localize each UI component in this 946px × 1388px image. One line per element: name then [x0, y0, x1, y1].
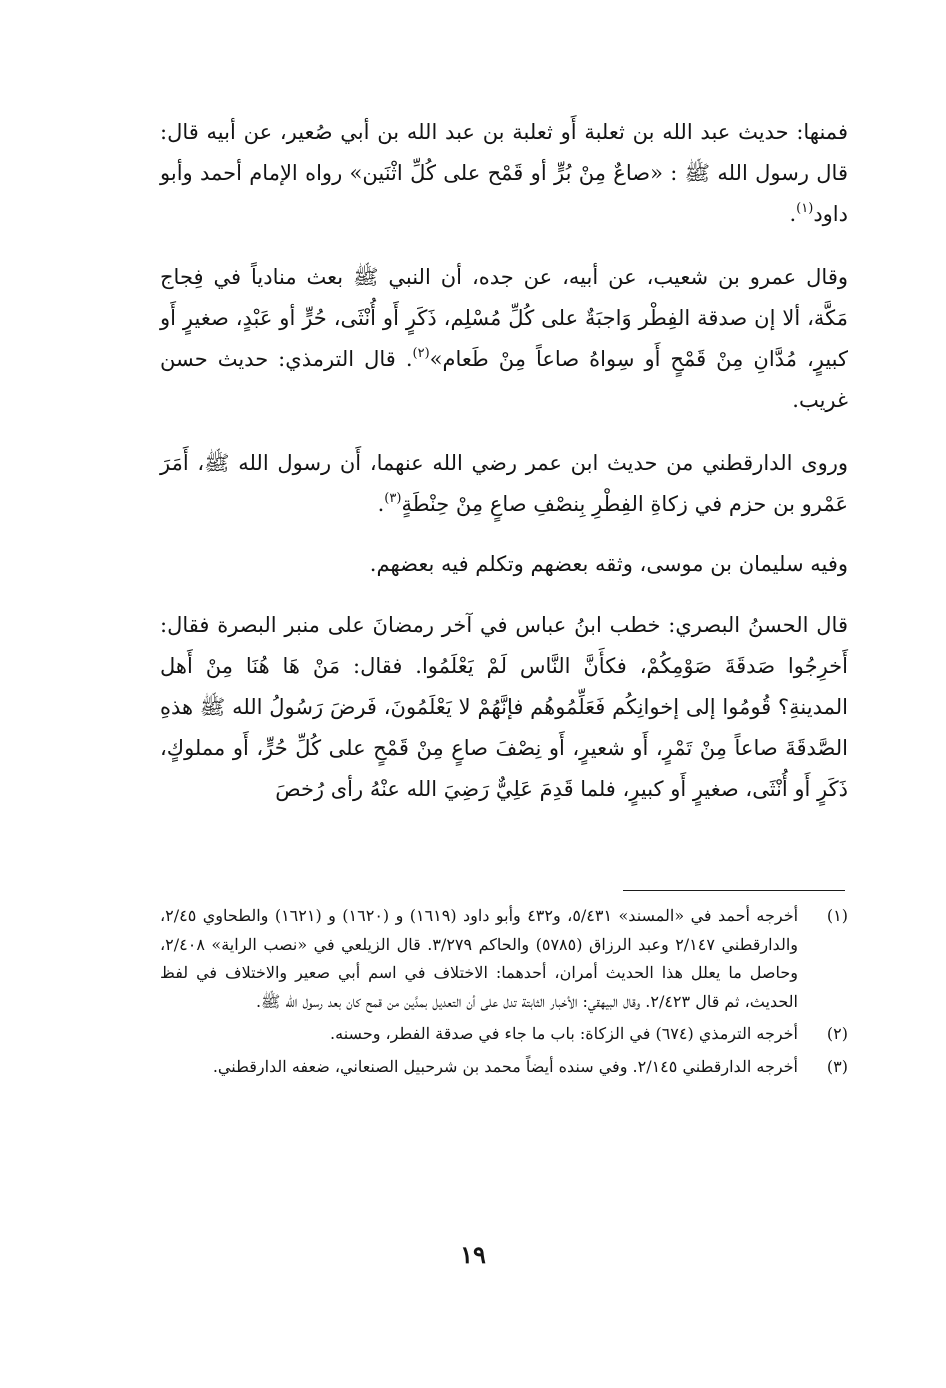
- footnote-text: أخرجه أحمد في «المسند» ٥/٤٣١، و٤٣٢ وأبو داود (١٦١٩) و (١٦٢٠) و (١٦٢١) والطحاوي ٢/٤٥، والدارقطني ٢/١٤٧ وعبد الرزاق (٥٧٨٥) والحاكم ٣/٢٧٩. قال الزيلعي في «نصب الراية» ٢/٤٠٨، وحاصل ما يعلل هذا الحديث أمران، أحدهما: الاختلاف في اسم أبي صعير والاختلاف في لفظ الحديث، ثم قال ٢/٤٢٣. وقال البيهقي: الأخبار الثابتة تدل على أن التعديل بمدَّين من قمح كان بعد رسول الله ﷺ.: [160, 906, 799, 1011]
- paragraph-text: وفيه سليمان بن موسى، وثقه بعضهم وتكلم فيه بعضهم.: [369, 552, 848, 576]
- paragraph-text: وقال عمرو بن شعيب، عن أبيه، عن جده، أن النبي ﷺ بعث منادياً في فِجاج مَكَّة، ألا إن صدقة الفِطْر وَاجبَةٌ على كُلِّ مُسْلِم، ذَكَرٍ أَو أُنْثَى، حُرٍّ أو عَبْدٍ، صغيرٍ أَو كبيرٍ، مُدَّانِ مِنْ قَمْحٍ أَو سِواهُ صاعاً مِنْ طَعام»: [160, 265, 848, 371]
- paragraph-text: فمنها: حديث عبد الله بن ثعلبة أَو ثعلبة بن عبد الله بن أبي صُعير، عن أبيه قال: قال رسول الله ﷺ : «صاعٌ مِنْ بُرٍّ أو قَمْح على كُلِّ اثْنَين» رواه الإمام أحمد وأبو داود: [160, 120, 848, 226]
- paragraph: [160, 257, 848, 421]
- paragraph: [160, 544, 848, 585]
- footnote-reference: (٣): [384, 491, 402, 506]
- page-number: ١٩: [460, 1240, 486, 1269]
- footnote-number: (١): [826, 906, 848, 925]
- footnotes: [160, 902, 848, 1085]
- footnote-number: (٢): [826, 1024, 848, 1043]
- paragraph: [160, 605, 848, 810]
- footnote: [160, 902, 848, 1016]
- paragraph-tail: .: [789, 202, 797, 226]
- paragraph-text: قال الحسنُ البصري: خطب ابنُ عباس في آخر رمضانَ على منبر البصرة فقال: أَخرِجُوا صَدقَةَ صَوْمِكُمْ، فكأَنَّ النَّاس لَمْ يَعْلَمُوا. فقال: مَنْ هَا هُنَا مِنْ أَهل المدينةِ؟ قُومُوا إلى إخوانِكُم فَعَلِّمُوهُم فإنَّهُمْ لا يَعْلَمُونَ، فَرضَ رَسُولُ الله ﷺ هذهِ الصَّدقَةَ صاعاً مِنْ تَمْرٍ، أَو شعيرٍ، أَو نِصْفَ صاعٍ مِنْ قَمْحٍ على كُلِّ حُرٍّ، أَو مملوكٍ، ذَكَرٍ أَو أُنْثَى، صغيرٍ أَو كبيرٍ، فلما قَدِمَ عَلِيٌّ رَضِيَ الله عنْهُ رأى رُخصَ: [160, 613, 848, 801]
- footnote-text: أخرجه الترمذي (٦٧٤) في الزكاة: باب ما جاء في صدقة الفطر، وحسنه.: [330, 1024, 798, 1043]
- footnote-reference: (٢): [412, 346, 430, 361]
- paragraph: [160, 112, 848, 235]
- paragraph-tail: .: [377, 492, 385, 516]
- footnote-text: أخرجه الدارقطني ٢/١٤٥. وفي سنده أيضاً محمد بن شرحبيل الصنعاني، ضعفه الدارقطني.: [212, 1056, 798, 1076]
- footnote: [160, 1053, 848, 1082]
- paragraph-text: وروى الدارقطني من حديث ابن عمر رضي الله عنهما، أَن رسول الله ﷺ، أَمَرَ عَمْرو بن حزم في زكاةِ الفِطْرِ بِنصْفِ صاعٍ مِنْ حِنْطَةٍ: [160, 451, 848, 516]
- footnote-number: (٣): [826, 1056, 848, 1076]
- paragraph-tail: . قال الترمذي: حديث حسن غريب.: [160, 347, 848, 412]
- main-text: [160, 112, 848, 810]
- footnote-separator: [623, 890, 845, 891]
- footnote-reference: (١): [796, 201, 814, 216]
- paragraph: [160, 443, 848, 525]
- footnote: [160, 1020, 848, 1049]
